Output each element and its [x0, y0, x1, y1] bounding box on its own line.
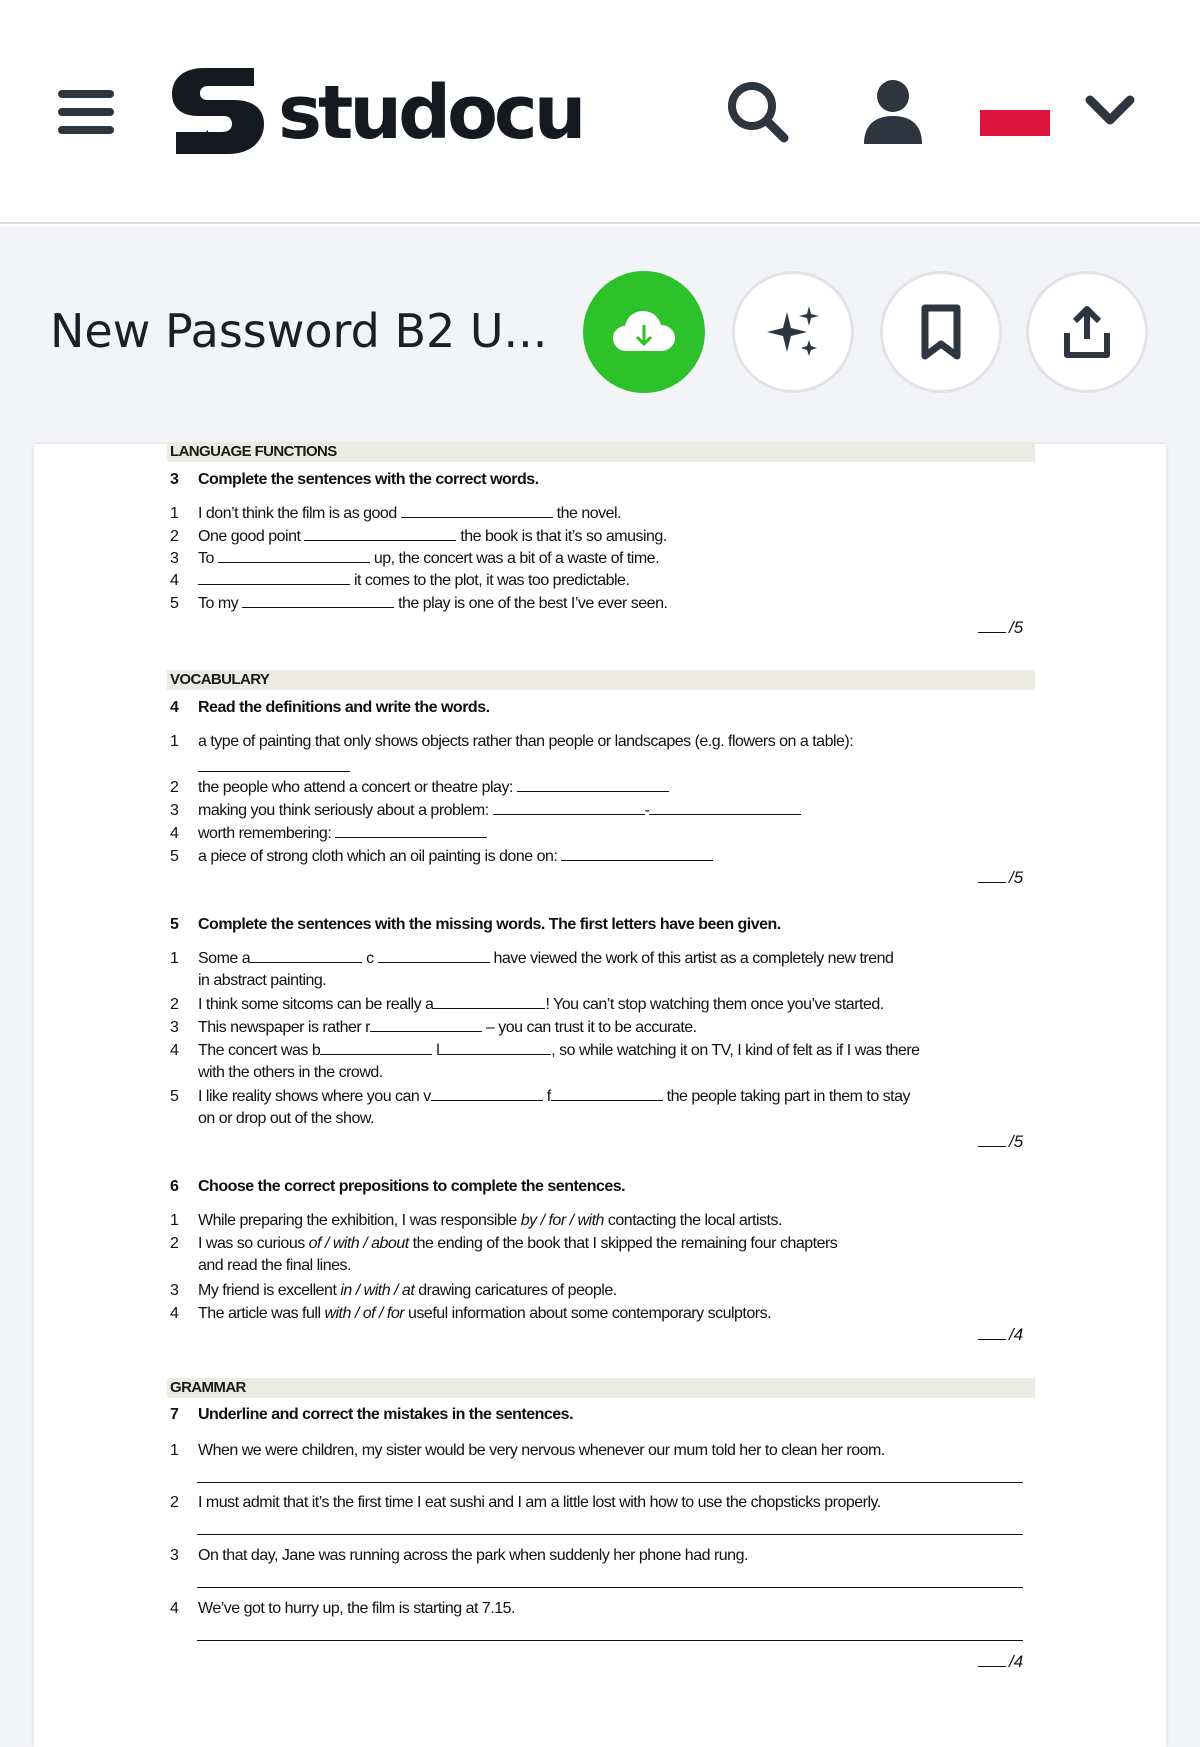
exercise-7-answer-line-2: [197, 1534, 1023, 1535]
exercise-3-item-4: 4 it comes to the plot, it was too predictable.: [170, 572, 630, 589]
exercise-5-item-3: 3 This newspaper is rather r – you can trust it to be accurate.: [170, 1019, 697, 1036]
section-heading-language-functions: LANGUAGE FUNCTIONS: [167, 442, 1035, 462]
exercise-7-item-2: 2 I must admit that it’s the first time I eat sushi and I am a little lost with how to use the chopsticks properly.: [170, 1494, 881, 1511]
sparkles-icon: [763, 302, 823, 362]
save-bookmark-button[interactable]: [880, 271, 1002, 393]
share-upload-icon: [1061, 303, 1113, 361]
brand-name: studocu: [278, 70, 583, 156]
document-title: New Password B2 U...: [50, 304, 548, 358]
exercise-5-instruction: 5 Complete the sentences with the missing words. The first letters have been given.: [170, 916, 781, 933]
exercise-7-item-4: 4 We’ve got to hurry up, the film is starting at 7.15.: [170, 1600, 515, 1617]
exercise-4-item-5: 5 a piece of strong cloth which an oil painting is done on:: [170, 846, 713, 868]
exercise-3-item-2: 2 One good point the book is that it’s so amusing.: [170, 528, 667, 545]
exercise-4-item-2: 2 the people who attend a concert or theatre play:: [170, 777, 669, 799]
hamburger-icon[interactable]: [58, 90, 114, 134]
exercise-7-score: /4: [978, 1652, 1023, 1672]
exercise-3-item-3: 3 To up, the concert was a bit of a waste of time.: [170, 550, 660, 567]
top-navigation-bar: [0, 0, 1200, 224]
section-heading-grammar: GRAMMAR: [167, 1378, 1035, 1398]
exercise-5-item-1: 1 Some a c have viewed the work of this artist as a completely new trend in abstract painting.: [170, 950, 894, 989]
exercise-4-score: /5: [978, 868, 1023, 888]
exercise-7-answer-line-1: [197, 1482, 1023, 1483]
exercise-5-item-5: 5 I like reality shows where you can v f the people taking part in them to stay on or drop out of the show.: [170, 1088, 911, 1127]
exercise-6-item-4: 4 The article was full with / of / for useful information about some contemporary sculptors.: [170, 1305, 772, 1322]
exercise-5-score: /5: [978, 1132, 1023, 1152]
user-account-button[interactable]: [858, 76, 928, 146]
chevron-down-icon: [1080, 80, 1140, 140]
bookmark-icon: [919, 304, 963, 360]
share-button[interactable]: [1026, 271, 1148, 393]
search-icon: [722, 76, 792, 146]
exercise-7-item-3: 3 On that day, Jane was running across the park when suddenly her phone had rung.: [170, 1547, 748, 1564]
exercise-6-item-2: 2 I was so curious of / with / about the ending of the book that I skipped the remaining four chapters and read the final lines.: [170, 1235, 838, 1274]
exercise-3-instruction: 3 Complete the sentences with the correct words.: [170, 471, 539, 488]
exercise-5-item-2: 2 I think some sitcoms can be really a ! You can’t stop watching them once you’ve started.: [170, 996, 884, 1013]
ai-assistant-button[interactable]: [732, 271, 854, 393]
exercise-4-item-3: 3 making you think seriously about a problem: -: [170, 800, 801, 822]
language-flag-icon[interactable]: [980, 110, 1050, 136]
studocu-logo-mark-icon: [168, 62, 268, 158]
exercise-7-instruction: 7 Underline and correct the mistakes in the sentences.: [170, 1406, 574, 1423]
exercise-5-item-4: 4 The concert was b l , so while watching it on TV, I kind of felt as if I was there with the others in the crowd.: [170, 1042, 920, 1081]
exercise-7-answer-line-4: [197, 1640, 1023, 1641]
exercise-6-instruction: 6 Choose the correct prepositions to complete the sentences.: [170, 1178, 626, 1195]
exercise-7-item-1: 1 When we were children, my sister would be very nervous whenever our mum told her to clean her room.: [170, 1442, 885, 1459]
section-heading-vocabulary: VOCABULARY: [167, 670, 1035, 690]
search-button[interactable]: [722, 76, 792, 146]
exercise-3-item-1: 1 I don’t think the film is as good the novel.: [170, 505, 622, 522]
download-button[interactable]: [583, 271, 705, 393]
cloud-download-icon: [611, 307, 677, 357]
exercise-4-item-4: 4 worth remembering:: [170, 823, 487, 845]
exercise-3-score: /5: [978, 618, 1023, 638]
exercise-4-item-1: 1 a type of painting that only shows objects rather than people or landscapes (e.g. flowers on a table):: [170, 731, 853, 779]
exercise-7-answer-line-3: [197, 1587, 1023, 1588]
exercise-4-instruction: 4 Read the definitions and write the words.: [170, 699, 490, 716]
exercise-3-item-5: 5 To my the play is one of the best I’ve ever seen.: [170, 595, 668, 612]
exercise-6-item-1: 1 While preparing the exhibition, I was responsible by / for / with contacting the local artists.: [170, 1212, 782, 1229]
language-dropdown-button[interactable]: [1080, 80, 1140, 140]
exercise-6-item-3: 3 My friend is excellent in / with / at drawing caricatures of people.: [170, 1282, 617, 1299]
exercise-6-score: /4: [978, 1325, 1023, 1345]
user-icon: [858, 76, 928, 146]
